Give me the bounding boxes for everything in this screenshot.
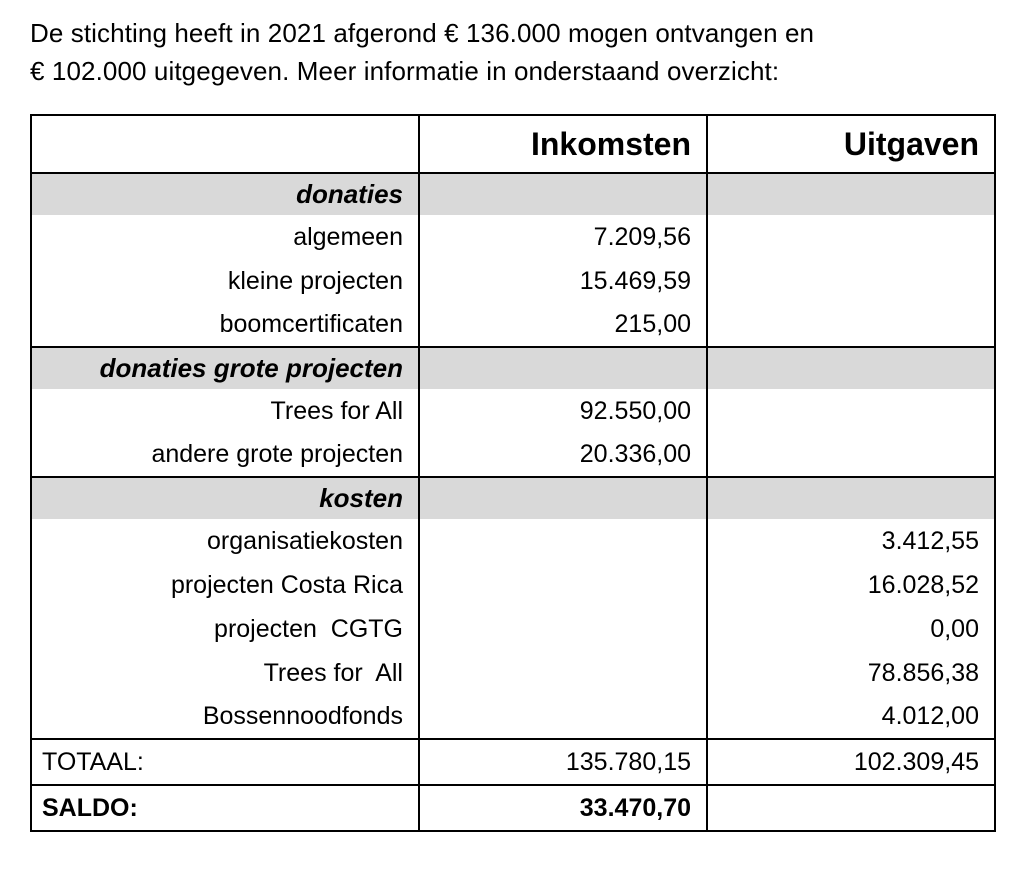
row-expense	[707, 259, 995, 303]
table-row	[31, 389, 995, 433]
section-title: kosten	[31, 477, 419, 519]
row-expense: 0,00	[707, 607, 995, 651]
header-cell-label	[31, 115, 419, 173]
row-income	[419, 519, 707, 563]
total-expense: 102.309,45	[707, 739, 995, 785]
row-label: andere grote projecten	[31, 433, 419, 477]
section-title: donaties	[31, 173, 419, 215]
row-label: kleine projecten	[31, 259, 419, 303]
row-label: Trees for All	[31, 651, 419, 695]
row-expense: 3.412,55	[707, 519, 995, 563]
saldo-row	[31, 785, 995, 831]
table-row	[31, 607, 995, 651]
section-header-donaties	[31, 173, 995, 215]
table-header-row	[31, 115, 995, 173]
row-label: projecten CGTG	[31, 607, 419, 651]
saldo-label: SALDO:	[31, 785, 419, 831]
row-expense: 78.856,38	[707, 651, 995, 695]
section-header-donaties-grote-projecten	[31, 347, 995, 389]
row-income: 15.469,59	[419, 259, 707, 303]
row-expense	[707, 215, 995, 259]
row-label: projecten Costa Rica	[31, 563, 419, 607]
row-expense: 16.028,52	[707, 563, 995, 607]
row-expense	[707, 303, 995, 347]
row-expense	[707, 433, 995, 477]
total-row	[31, 739, 995, 785]
total-income: 135.780,15	[419, 739, 707, 785]
row-income	[419, 563, 707, 607]
row-label: Bossennoodfonds	[31, 695, 419, 739]
row-income	[419, 651, 707, 695]
row-expense	[707, 389, 995, 433]
table-row	[31, 651, 995, 695]
table-row	[31, 215, 995, 259]
intro-paragraph	[30, 14, 1000, 90]
header-cell-expense: Uitgaven	[707, 115, 995, 173]
table-row	[31, 563, 995, 607]
table-row	[31, 303, 995, 347]
row-income: 215,00	[419, 303, 707, 347]
intro-line-2: € 102.000 uitgegeven. Meer informatie in onderstaand overzicht:	[30, 56, 780, 86]
intro-line-1: De stichting heeft in 2021 afgerond € 136.000 mogen ontvangen en	[30, 18, 815, 48]
saldo-income: 33.470,70	[419, 785, 707, 831]
row-income: 20.336,00	[419, 433, 707, 477]
section-header-kosten	[31, 477, 995, 519]
table-row	[31, 259, 995, 303]
row-label: boomcertificaten	[31, 303, 419, 347]
financial-overview-table	[30, 114, 996, 832]
row-label: Trees for All	[31, 389, 419, 433]
section-title: donaties grote projecten	[31, 347, 419, 389]
header-cell-income: Inkomsten	[419, 115, 707, 173]
saldo-expense	[707, 785, 995, 831]
row-label: organisatiekosten	[31, 519, 419, 563]
row-income: 7.209,56	[419, 215, 707, 259]
table-row	[31, 433, 995, 477]
row-income: 92.550,00	[419, 389, 707, 433]
table-row	[31, 519, 995, 563]
total-label: TOTAAL:	[31, 739, 419, 785]
row-expense: 4.012,00	[707, 695, 995, 739]
row-income	[419, 607, 707, 651]
table-row	[31, 695, 995, 739]
row-label: algemeen	[31, 215, 419, 259]
row-income	[419, 695, 707, 739]
